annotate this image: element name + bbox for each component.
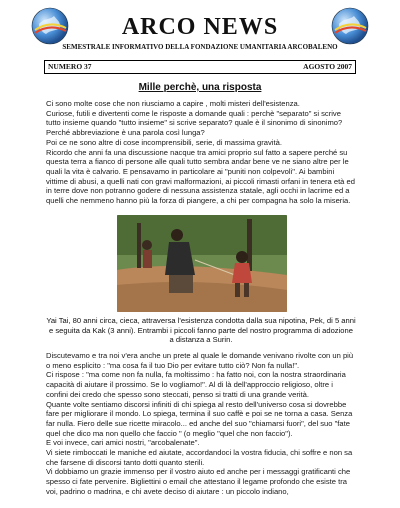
newsletter-title: ARCO NEWS xyxy=(121,14,279,40)
article-body xyxy=(46,351,356,497)
intro-paragraph: Ricordo che anni fa una discussione nacque tra amici proprio sul fatto a sapere perché su questa terra a fianco di persone alle quali tutto sembra andar bene ve ne siano altre per le quali la vita è calvario. E pensavamo in particolare ai "puniti non colpevoli". Ai bambini vittime di abusi, a quelli nati con gravi malformazioni, ai piccoli rimasti orfani in tenera età ed in terre dove non potranno godere di nessuna assistenza statale, agli occhi in lacrime ed a quelli che nemmeno hanno più la forza di piangere, a chi per compagna ha solo la miseria. xyxy=(46,147,355,206)
body-paragraph: Vi siete rimboccati le maniche ed aiutate, accordandoci la vostra fiducia, chi soffre e non sa che farsene di discorsi tanto dotti quanto sterili. xyxy=(46,448,353,467)
article-headline: Mille perchè, una risposta xyxy=(138,82,262,93)
intro-paragraph: Poi ce ne sono altre di cose incomprensibili, serie, di massima gravità. xyxy=(46,137,282,147)
issue-bar xyxy=(44,60,356,74)
intro-paragraph: Curiose, futili e divertenti come le risposte a domande quali : perchè "separato" si scrive tutto insieme quando "tutto insieme" si scrive separato? quale è il sinonimo di sinonimo? Perché abbreviazione è una parola così lunga? xyxy=(46,108,343,138)
body-paragraph: Vi dobbiamo un grazie immenso per il vostro aiuto ed anche per i messaggi gratificanti che spesso ci fate pervenire. Bigliettini o email che attestano il legame profondo che esiste tra voi, padrino o madrina, e chi avete deciso di aiutare : un piccolo indiano, xyxy=(46,467,351,496)
body-paragraph: E voi invece, cari amici nostri, "arcobalenate". xyxy=(46,438,200,448)
article-intro xyxy=(46,99,356,206)
body-paragraph: Ci rispose : "ma come non fa nulla, fa moltissimo : ha fatto noi, con la nostra straordinaria capacità di aiutare il prossimo. Se lo vogliamo!". Al di là dell'approccio religioso, oltre i confini dei credo che spesso sono steccati, penso si tratti di una grande verità. xyxy=(46,370,346,399)
newsletter-subtitle: SEMESTRALE INFORMATIVO DELLA FONDAZIONE UMANITARIA ARCOBALENO xyxy=(62,43,338,51)
issue-date: AGOSTO 2007 xyxy=(303,62,352,71)
masthead xyxy=(0,0,400,58)
photo-caption: Yai Tai, 80 anni circa, cieca, attraversa l'esistenza condotta dalla sua nipotina, Pek, di 5 anni e seguita da Kak (3 anni). Entrambi i piccoli fanno parte del nostro programma di adozione a distanza a Surin. xyxy=(46,316,356,345)
body-paragraph: Quante volte sentiamo discorsi infiniti di chi spiega al resto dell'universo cosa si dovrebbe fare per migliorare il mondo. Lo spiega, termina il suo caffè e poi se ne torna a casa. Senza far nulla. Fiero delle sue ricette miracolo... ed anche del suo "chiamarsi fuori", del suo "fate quel che dico ma non quello che faccio " (o meglio "quel che non faccio"). xyxy=(46,399,353,438)
intro-paragraph: Ci sono molte cose che non riusciamo a capire , molti misteri dell'esistenza. xyxy=(46,99,300,108)
article-photo xyxy=(117,215,287,312)
body-paragraph: Discutevamo e tra noi v'era anche un prete al quale le domande venivano rivolte con un più o meno esplicito : "ma cosa fa il tuo Dio per evitare tutto ciò? Non fa nulla!". xyxy=(46,351,354,370)
issue-number: NUMERO 37 xyxy=(48,62,92,71)
